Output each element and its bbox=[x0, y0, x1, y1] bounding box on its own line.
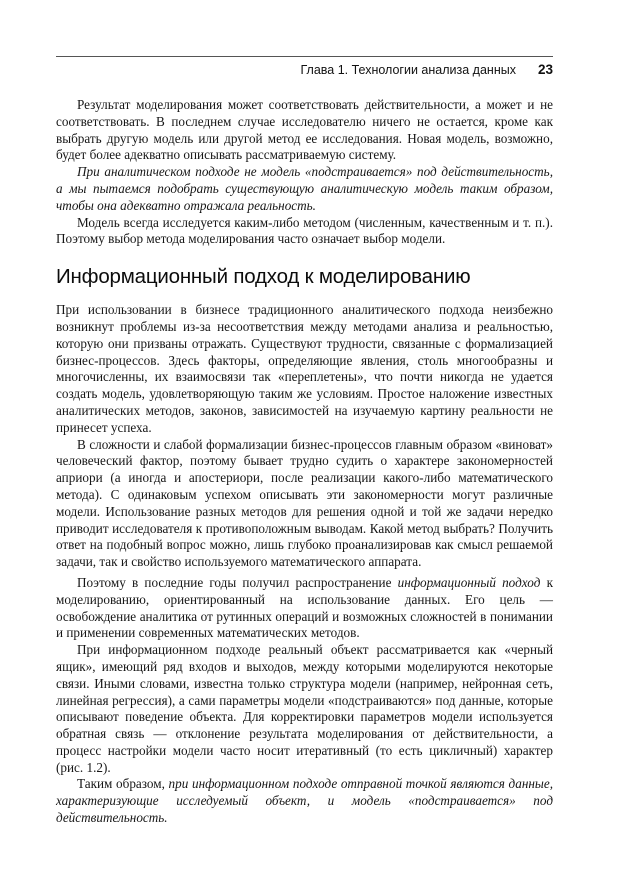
text-run: Поэтому в последние годы получил распространение bbox=[77, 574, 398, 590]
page-number: 23 bbox=[537, 62, 553, 77]
paragraph bbox=[56, 776, 553, 826]
page-content bbox=[56, 56, 553, 827]
text-run: В сложности и слабой формализации бизнес-процессов главным образом «виноват» человеческий фактор, поэтому бывает трудно судить о характере закономерностей априори (а иногда и апостериори, после реализации какого-либо математического метода). С одинаковым успехом описывать эти закономерности могут различные модели. Использование разных методов для решения одной и той же задачи нередко приводит исследователя к противоположным выводам. Какой метод выбрать? Получить ответ на подобный вопрос можно, лишь глубоко проанализировав как смысл решаемой задачи, так и свойство используемого математического аппарата. bbox=[56, 436, 553, 570]
paragraph bbox=[56, 215, 553, 249]
text-run: При информационном подходе реальный объект рассматривается как «черный ящик», имеющий ряд входов и выходов, между которыми моделируются некоторые связи. Иными словами, известна только структура модели (например, нейронная сеть, линейная регрессия), а сами параметры модели «подстраиваются» под данные, которые описывают поведение объекта. Для корректировки параметров модели используется обратная связь — отклонение результата моделирования от действительности, а процесс настройки модели часто носит итеративный (то есть цикличный) характер (рис. 1.2). bbox=[56, 642, 553, 775]
text-run: к моделированию, ориентированный на использование данных. Его цель — освобождение аналитика от рутинных операций и возможных сложностей в понимании и применении современных математических методов. bbox=[56, 574, 553, 641]
text-run: Модель всегда исследуется каким-либо методом (численным, качественным и т. п.). Поэтому выбор метода моделирования часто означает выбор модели. bbox=[56, 214, 553, 247]
emphasis-text: при информационном подходе отправной точкой являются данные, характеризующие исследуемый объект, и модель «подстраивается» под действительность. bbox=[56, 776, 553, 826]
paragraph bbox=[56, 302, 553, 436]
paragraph bbox=[56, 164, 553, 214]
section-heading: Информационный подход к моделированию bbox=[56, 265, 471, 289]
paragraph bbox=[56, 575, 553, 642]
paragraph bbox=[56, 97, 553, 164]
emphasis-text: При аналитическом подходе не модель «подстраивается» под действительность, а мы пытаемся подобрать существующую аналитическую модель таким образом, чтобы она адекватно отражала реальность. bbox=[56, 164, 553, 213]
text-run: Таким образом, bbox=[77, 776, 169, 792]
running-head bbox=[56, 56, 553, 77]
chapter-title: Глава 1. Технологии анализа данных bbox=[300, 63, 516, 77]
text-run: При использовании в бизнесе традиционного аналитического подхода неизбежно возникнут проблемы из-за несоответствия между методами анализа и реальностью, которую они призваны отражать. Существуют трудности, связанные с формализацией бизнес-процессов. Здесь факторы, определяющие явления, столь многообразны и многочисленны, их взаимосвязи так «переплетены», что почти никогда не удается создать модель, удовлетворяющую таким же условиям. Простое наложение известных аналитических методов, законов, зависимостей на изучаемую картину реальности не принесет успеха. bbox=[56, 302, 553, 435]
text-run: Результат моделирования может соответствовать действительности, а может и не соответствовать. В последнем случае исследователю ничего не остается, кроме как выбрать другую модель или другой метод ее исследования. Новая модель, возможно, будет более адекватно описывать рассматриваемую систему. bbox=[56, 97, 553, 163]
paragraph bbox=[56, 642, 553, 776]
body-text bbox=[56, 97, 553, 827]
paragraph bbox=[56, 437, 553, 571]
emphasis-text: информационный подход bbox=[397, 574, 541, 590]
